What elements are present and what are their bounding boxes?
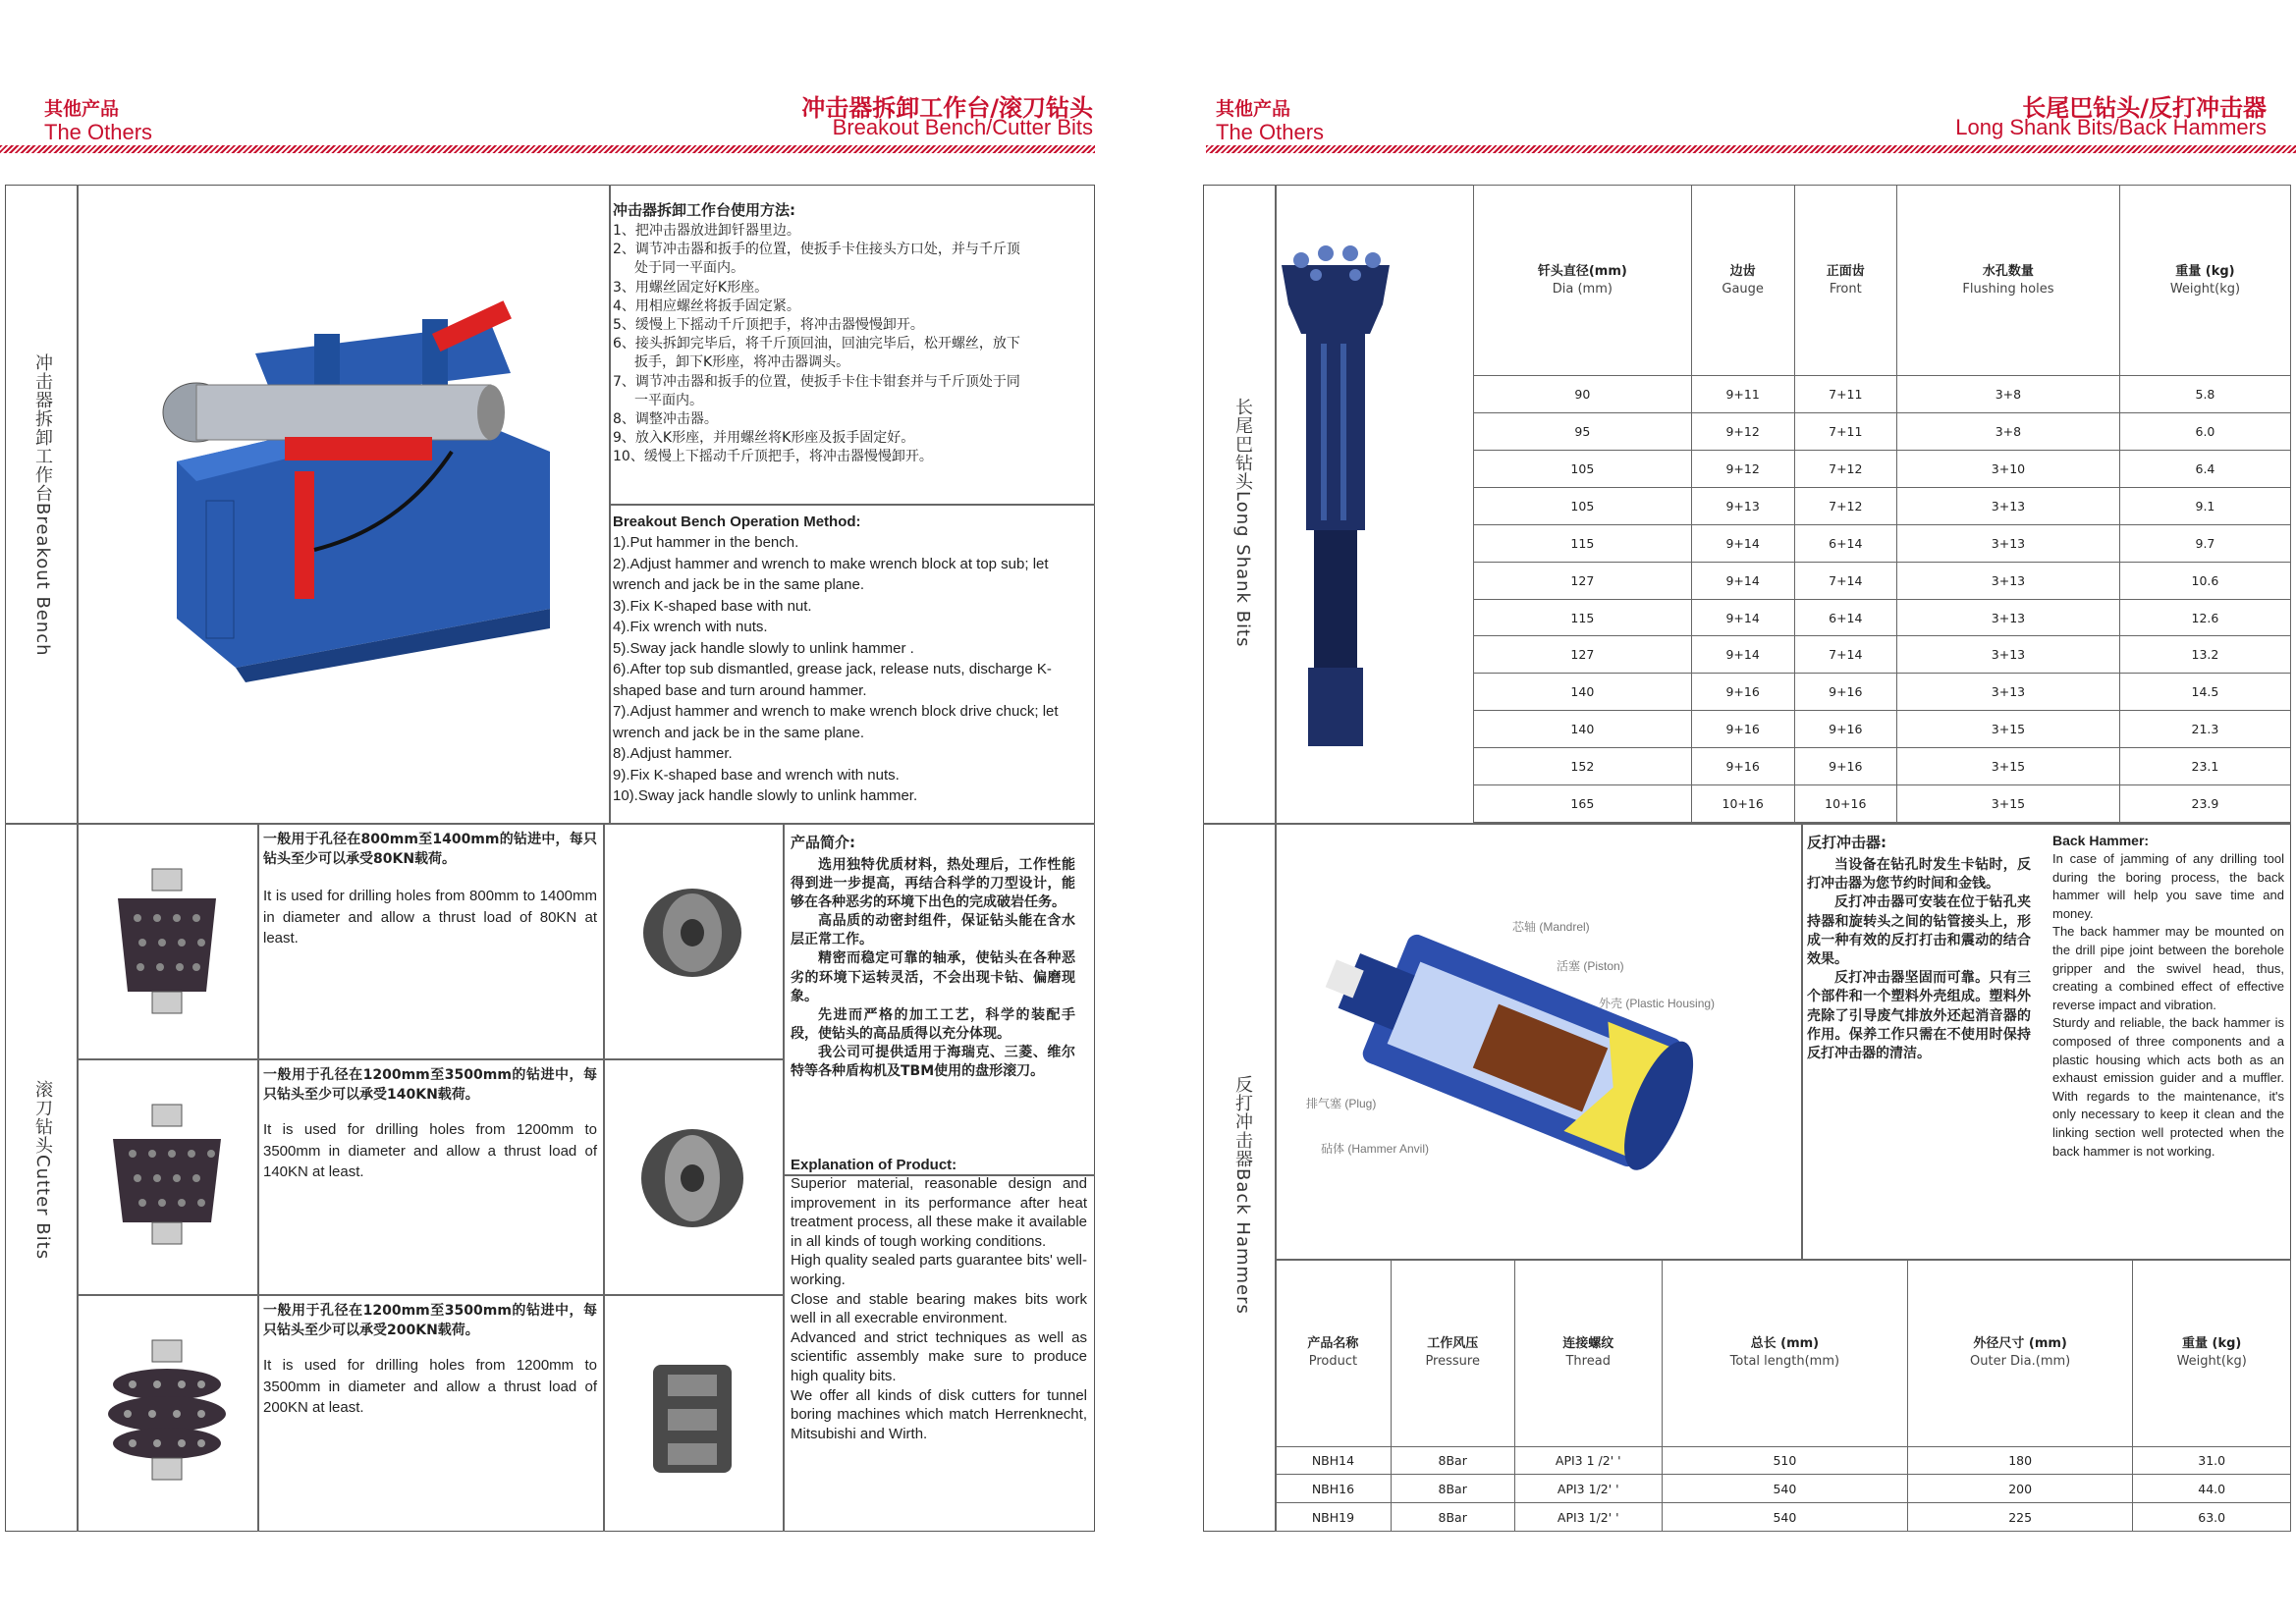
left-section-divider (5, 823, 1095, 825)
table-cell: NBH19 (1276, 1503, 1392, 1532)
en-method-step: 10).Sway jack handle slowly to unlink hammer. (613, 787, 918, 804)
left-category-cn: 其他产品 (44, 98, 120, 120)
table-row (1474, 451, 2291, 488)
table-cell: 95 (1474, 413, 1692, 451)
table-row (1474, 636, 2291, 674)
table-row (1474, 711, 2291, 748)
left-label-divider-2 (77, 823, 79, 1532)
table-cell: 510 (1662, 1446, 1907, 1475)
header-en: Total length(mm) (1729, 1353, 1840, 1369)
table-cell: 90 (1474, 376, 1692, 413)
table-cell: 105 (1474, 487, 1692, 524)
en-method-step: 3).Fix K-shaped base with nut. (613, 597, 812, 615)
intro-en-para: Superior material, reasonable design and improvement in its performance after heat treatment process, all these make it available in all kinds of tough working conditions. (791, 1175, 1087, 1250)
table-row (1474, 748, 2291, 785)
table-cell: 10+16 (1794, 785, 1896, 823)
back-hammer-cn-para: 反打冲击器可安装在位于钻孔夹持器和旋转头之间的钻管接头上，形成一种有效的反打打击和震动的结合效果。 (1807, 894, 2031, 968)
intro-en-para: Close and stable bearing makes bits work well in all execrable environment. (791, 1290, 1087, 1327)
intro-cn-para: 高品质的动密封组件，保证钻头能在含水层正常工作。 (791, 913, 1075, 948)
table-row (1276, 1503, 2291, 1532)
disk-cutter-image-1 (629, 874, 756, 992)
cn-method-step: 9、放入K形座，并用螺丝将K形座及扳手固定好。 (613, 430, 915, 447)
cn-method-step: 扳手，卸下K形座，将冲击器调头。 (634, 354, 850, 371)
cutter-img2-divider (783, 823, 785, 1532)
bits-header-flushing (1896, 186, 2119, 376)
table-cell: 127 (1474, 562, 1692, 599)
header-en: Weight(kg) (2176, 1353, 2247, 1369)
table-cell: 540 (1662, 1503, 1907, 1532)
bits-header-dia (1474, 186, 1692, 376)
left-method-divider (609, 504, 1095, 506)
hammer-header-thread (1514, 1260, 1662, 1447)
disk-cutter-image-3 (629, 1355, 756, 1483)
table-cell: 7+11 (1794, 413, 1896, 451)
table-cell: API3 1/2' ' (1514, 1503, 1662, 1532)
back-hammer-en-para: In case of jamming of any drilling tool during the boring process, the back hammer will help you save time and money. (2052, 851, 2284, 921)
cutter-row-divider-1 (77, 1058, 784, 1060)
cn-method-step: 3、用螺丝固定好K形座。 (613, 279, 769, 296)
header-cn: 外径尺寸 (mm) (1973, 1335, 2067, 1351)
table-cell: 9+14 (1691, 636, 1794, 674)
intro-en-para: We offer all kinds of disk cutters for tunnel boring machines which match Herrenknecht, Mitsubishi and Wirth. (791, 1386, 1087, 1442)
right-category-en: The Others (1216, 120, 1325, 144)
right-page-title-cn: 长尾巴钻头/反打冲击器 (2022, 94, 2267, 122)
cutter-desc-en-2: It is used for drilling holes from 1200mm to 3500mm in diameter and allow a thrust load of 140KN at least. (263, 1121, 597, 1180)
en-method-step: 7).Adjust hammer and wrench to make wrench block drive chuck; let wrench and jack be in the same plane. (613, 703, 1059, 741)
cutter-bit-image-3 (103, 1335, 231, 1492)
label-mandrel: 芯轴 (Mandrel) (1512, 920, 1590, 934)
cn-method-step: 10、缓慢上下摇动千斤顶把手，将冲击器慢慢卸开。 (613, 449, 933, 465)
table-cell: 5.8 (2119, 376, 2290, 413)
table-cell: 63.0 (2133, 1503, 2291, 1532)
table-cell: 7+12 (1794, 451, 1896, 488)
section-label-breakout-bench: 冲击器拆卸工作台Breakout Bench (32, 353, 53, 657)
header-cn: 边齿 (1729, 263, 1756, 279)
table-cell: 9+16 (1691, 711, 1794, 748)
header-cn: 产品名称 (1307, 1335, 1359, 1351)
cutter-row-divider-2 (77, 1294, 784, 1296)
header-en: Front (1829, 281, 1862, 297)
cutter-img-divider (257, 823, 259, 1532)
back-hammer-text-divider (1801, 823, 1803, 1260)
header-cn: 连接螺纹 (1562, 1335, 1614, 1351)
header-cn: 钎头直径(mm) (1537, 263, 1627, 279)
bits-header-gauge (1691, 186, 1794, 376)
table-cell: 3+15 (1896, 748, 2119, 785)
table-cell: 44.0 (2133, 1475, 2291, 1503)
hammer-table-body (1276, 1446, 2291, 1531)
table-cell: 3+13 (1896, 636, 2119, 674)
table-cell: 6.4 (2119, 451, 2290, 488)
back-hammer-table (1275, 1259, 2291, 1532)
table-cell: 9+14 (1691, 524, 1794, 562)
hammer-header-product (1276, 1260, 1392, 1447)
back-hammer-en-para: The back hammer may be mounted on the drill pipe joint between the borehole gripper and the swivel head, thus, creating a combined effect of effective reverse impact and vibration. (2052, 924, 2284, 1012)
cn-method-title: 冲击器拆卸工作台使用方法: (613, 201, 795, 219)
table-cell: 3+13 (1896, 562, 2119, 599)
product-intro-cn (791, 856, 1075, 1081)
table-cell: 9.1 (2119, 487, 2290, 524)
table-cell: NBH16 (1276, 1475, 1392, 1503)
table-cell: 3+13 (1896, 674, 2119, 711)
table-row (1474, 524, 2291, 562)
table-cell: 115 (1474, 599, 1692, 636)
left-header-stripe (0, 145, 1095, 153)
en-method-list (613, 532, 1086, 807)
header-cn: 重量 (kg) (2182, 1335, 2242, 1351)
header-cn: 正面齿 (1826, 263, 1865, 279)
back-hammer-title-cn: 反打冲击器: (1807, 834, 1886, 851)
table-row (1474, 562, 2291, 599)
bits-header-weight (2119, 186, 2290, 376)
table-cell: 9+16 (1691, 748, 1794, 785)
right-category-cn: 其他产品 (1216, 98, 1291, 120)
back-hammer-cn (1807, 856, 2031, 1063)
table-cell: 3+13 (1896, 599, 2119, 636)
right-section-divider (1203, 823, 2291, 825)
section-label-long-shank-bits: 长尾巴钻头Long Shank Bits (1232, 398, 1253, 648)
table-cell: 8Bar (1391, 1503, 1514, 1532)
table-cell: 3+8 (1896, 413, 2119, 451)
header-en: Product (1308, 1353, 1358, 1369)
long-shank-bit-image (1267, 226, 1404, 776)
table-cell: 6.0 (2119, 413, 2290, 451)
back-hammer-title-en: Back Hammer: (2052, 833, 2150, 848)
hammer-header-outer-dia (1907, 1260, 2133, 1447)
cutter-desc-cn-2: 一般用于孔径在1200mm至3500mm的钻进中，每只钻头至少可以承受140KN载荷。 (263, 1067, 597, 1103)
table-cell: 105 (1474, 451, 1692, 488)
cutter-desc-en-1: It is used for drilling holes from 800mm to 1400mm in diameter and allow a thrust load of 80KN at least. (263, 888, 597, 946)
header-cn: 总长 (mm) (1750, 1335, 1820, 1351)
table-cell: 140 (1474, 711, 1692, 748)
table-row (1474, 376, 2291, 413)
table-cell: NBH14 (1276, 1446, 1392, 1475)
table-cell: 9+12 (1691, 451, 1794, 488)
table-cell: 140 (1474, 674, 1692, 711)
intro-en-para: Advanced and strict techniques as well as scientific assembly make sure to produce high quality bits. (791, 1328, 1087, 1384)
header-en: Flushing holes (1962, 281, 2054, 297)
table-cell: 7+14 (1794, 636, 1896, 674)
left-page-title-en: Breakout Bench/Cutter Bits (832, 115, 1093, 139)
table-cell: 9+11 (1691, 376, 1794, 413)
label-plastic-housing: 外壳 (Plastic Housing) (1599, 997, 1716, 1010)
hammer-header-weight (2133, 1260, 2291, 1447)
intro-cn-para: 先进而严格的加工工艺，科学的装配手段，使钻头的高品质得以充分体现。 (791, 1006, 1075, 1042)
table-cell: 225 (1907, 1503, 2133, 1532)
table-cell: 13.2 (2119, 636, 2290, 674)
intro-en-para: High quality sealed parts guarantee bits' well-working. (791, 1252, 1087, 1288)
table-cell: 7+12 (1794, 487, 1896, 524)
right-page-title-en: Long Shank Bits/Back Hammers (1955, 115, 2267, 139)
cn-method-step: 4、用相应螺丝将扳手固定紧。 (613, 297, 800, 314)
table-cell: 9+16 (1794, 711, 1896, 748)
cutter-bit-image-2 (103, 1100, 231, 1257)
table-cell: 21.3 (2119, 711, 2290, 748)
table-cell: 6+14 (1794, 599, 1896, 636)
table-cell: 115 (1474, 524, 1692, 562)
header-en: Weight(kg) (2169, 281, 2241, 297)
cn-method-step: 2、调节冲击器和扳手的位置，使扳手卡住接头方口处，并与千斤顶 (613, 242, 1020, 258)
table-cell: 152 (1474, 748, 1692, 785)
table-cell: 7+11 (1794, 376, 1896, 413)
table-cell: 10.6 (2119, 562, 2290, 599)
table-cell: 3+8 (1896, 376, 2119, 413)
table-cell: 3+10 (1896, 451, 2119, 488)
en-method-title: Breakout Bench Operation Method: (613, 514, 861, 530)
intro-cn-para: 精密而稳定可靠的轴承，使钻头在各种恶劣的环境下运转灵活，不会出现卡钻、偏磨现象。 (791, 950, 1075, 1004)
en-method-step: 1).Put hammer in the bench. (613, 534, 799, 551)
table-row (1276, 1475, 2291, 1503)
cn-method-step: 8、调整冲击器。 (613, 411, 718, 428)
header-en: Outer Dia.(mm) (1970, 1353, 2071, 1369)
table-cell: 3+13 (1896, 487, 2119, 524)
table-cell: 3+15 (1896, 785, 2119, 823)
bits-table-body (1474, 376, 2291, 823)
table-cell: 9+14 (1691, 562, 1794, 599)
table-cell: 8Bar (1391, 1475, 1514, 1503)
table-cell: 31.0 (2133, 1446, 2291, 1475)
disk-cutter-image-2 (629, 1119, 756, 1237)
table-cell: 180 (1907, 1446, 2133, 1475)
cutter-text-divider (603, 823, 605, 1532)
en-method-step: 9).Fix K-shaped base and wrench with nuts. (613, 766, 900, 784)
back-hammer-cn-para: 当设备在钻孔时发生卡钻时，反打冲击器为您节约时间和金钱。 (1807, 857, 2031, 892)
header-en: Pressure (1425, 1353, 1480, 1369)
product-intro-title-en: Explanation of Product: (791, 1157, 957, 1173)
table-cell: 9+13 (1691, 487, 1794, 524)
en-method-step: 4).Fix wrench with nuts. (613, 619, 768, 635)
header-en: Dia (mm) (1552, 281, 1613, 297)
header-en: Thread (1565, 1353, 1611, 1369)
table-cell: 7+14 (1794, 562, 1896, 599)
left-label-divider-1 (77, 185, 79, 824)
hammer-header-length (1662, 1260, 1907, 1447)
table-cell: 14.5 (2119, 674, 2290, 711)
table-cell: 3+13 (1896, 524, 2119, 562)
table-cell: 9+16 (1691, 674, 1794, 711)
table-cell: 540 (1662, 1475, 1907, 1503)
cutter-bit-image-1 (103, 864, 231, 1021)
table-row (1474, 599, 2291, 636)
header-cn: 工作风压 (1427, 1335, 1479, 1351)
cn-method-step: 7、调节冲击器和扳手的位置，使扳手卡住卡钳套并与千斤顶处于同 (613, 373, 1020, 390)
table-cell: 200 (1907, 1475, 2133, 1503)
cutter-desc-cn-1: 一般用于孔径在800mm至1400mm的钻进中，每只钻头至少可以承受80KN载荷。 (263, 832, 597, 867)
en-method-step: 2).Adjust hammer and wrench to make wrench block at top sub; let wrench and jack be in the same plane. (613, 555, 1049, 593)
table-row (1474, 674, 2291, 711)
table-cell: 127 (1474, 636, 1692, 674)
right-header-stripe (1206, 145, 2296, 153)
table-cell: 23.9 (2119, 785, 2290, 823)
cn-method-step: 一平面内。 (634, 392, 703, 408)
left-category-en: The Others (44, 120, 153, 144)
table-cell: 6+14 (1794, 524, 1896, 562)
label-plug: 排气塞 (Plug) (1306, 1097, 1377, 1110)
intro-cn-para: 我公司可提供适用于海瑞克、三菱、维尔特等各种盾构机及TBM使用的盘形滚刀。 (791, 1044, 1075, 1080)
table-cell: 9+12 (1691, 413, 1794, 451)
en-method-step: 6).After top sub dismantled, grease jack, release nuts, discharge K-shaped base and turn around hammer. (613, 661, 1052, 699)
table-cell: 8Bar (1391, 1446, 1514, 1475)
table-cell: 23.1 (2119, 748, 2290, 785)
header-cn: 水孔数量 (1982, 263, 2034, 279)
back-hammer-cn-para: 反打冲击器坚固而可靠。只有三个部件和一个塑料外壳组成。塑料外壳除了引导废气排放外还起消音器的作用。保养工作只需在不使用时保持反打冲击器的清洁。 (1807, 970, 2031, 1062)
table-row (1276, 1446, 2291, 1475)
table-cell: 9+16 (1794, 674, 1896, 711)
table-cell: 10+16 (1691, 785, 1794, 823)
left-page-title-cn: 冲击器拆卸工作台/滚刀钻头 (801, 94, 1093, 122)
section-label-back-hammers: 反打冲击器Back Hammers (1232, 1075, 1253, 1315)
label-piston: 活塞 (Piston) (1557, 959, 1624, 973)
cn-method-list (613, 222, 1089, 467)
table-row (1474, 413, 2291, 451)
table-row (1474, 785, 2291, 823)
breakout-bench-image (137, 295, 589, 687)
back-hammer-en-para: Sturdy and reliable, the back hammer is composed of three components and a plastic housing which acts both as an exhaust emission guider and a muffler. With regards to the maintenance, it's only necessary to keep it clean and the linking section well protected when the back hammer is not working. (2052, 1015, 2284, 1159)
table-cell: 9.7 (2119, 524, 2290, 562)
table-cell: 165 (1474, 785, 1692, 823)
table-cell: 12.6 (2119, 599, 2290, 636)
en-method-step: 8).Adjust hammer. (613, 745, 733, 762)
cn-method-step: 5、缓慢上下摇动千斤顶把手，将冲击器慢慢卸开。 (613, 317, 924, 334)
cutter-desc-en-3: It is used for drilling holes from 1200mm to 3500mm in diameter and allow a thrust load of 200KN at least. (263, 1357, 597, 1416)
table-row (1474, 487, 2291, 524)
intro-cn-para: 选用独特优质材料，热处理后，工作性能得到进一步提高，再结合科学的刀型设计，能够在各种恶劣的环境下出色的完成破岩任务。 (791, 857, 1075, 911)
product-intro-en (791, 1174, 1087, 1443)
cutter-desc-cn-3: 一般用于孔径在1200mm至3500mm的钻进中，每只钻头至少可以承受200KN载荷。 (263, 1303, 597, 1338)
back-hammer-en (2052, 850, 2284, 1161)
hammer-header-pressure (1391, 1260, 1514, 1447)
header-cn: 重量 (kg) (2175, 263, 2235, 279)
table-cell: 9+14 (1691, 599, 1794, 636)
label-hammer-anvil: 砧体 (Hammer Anvil) (1321, 1142, 1430, 1156)
section-label-cutter-bits: 滚刀钻头Cutter Bits (32, 1080, 53, 1261)
table-cell: 9+16 (1794, 748, 1896, 785)
long-shank-bits-table (1473, 185, 2291, 823)
product-intro-title-cn: 产品简介: (791, 834, 855, 851)
bits-header-front (1794, 186, 1896, 376)
table-cell: API3 1 /2' ' (1514, 1446, 1662, 1475)
cn-method-step: 6、接头拆卸完毕后，将千斤顶回油，回油完毕后，松开螺丝，放下 (613, 336, 1020, 352)
cn-method-step: 1、把冲击器放进卸钎器里边。 (613, 223, 800, 239)
table-cell: 3+15 (1896, 711, 2119, 748)
en-method-step: 5).Sway jack handle slowly to unlink hammer . (613, 639, 914, 657)
cn-method-step: 处于同一平面内。 (634, 260, 744, 277)
table-cell: API3 1/2' ' (1514, 1475, 1662, 1503)
header-en: Gauge (1722, 281, 1764, 297)
